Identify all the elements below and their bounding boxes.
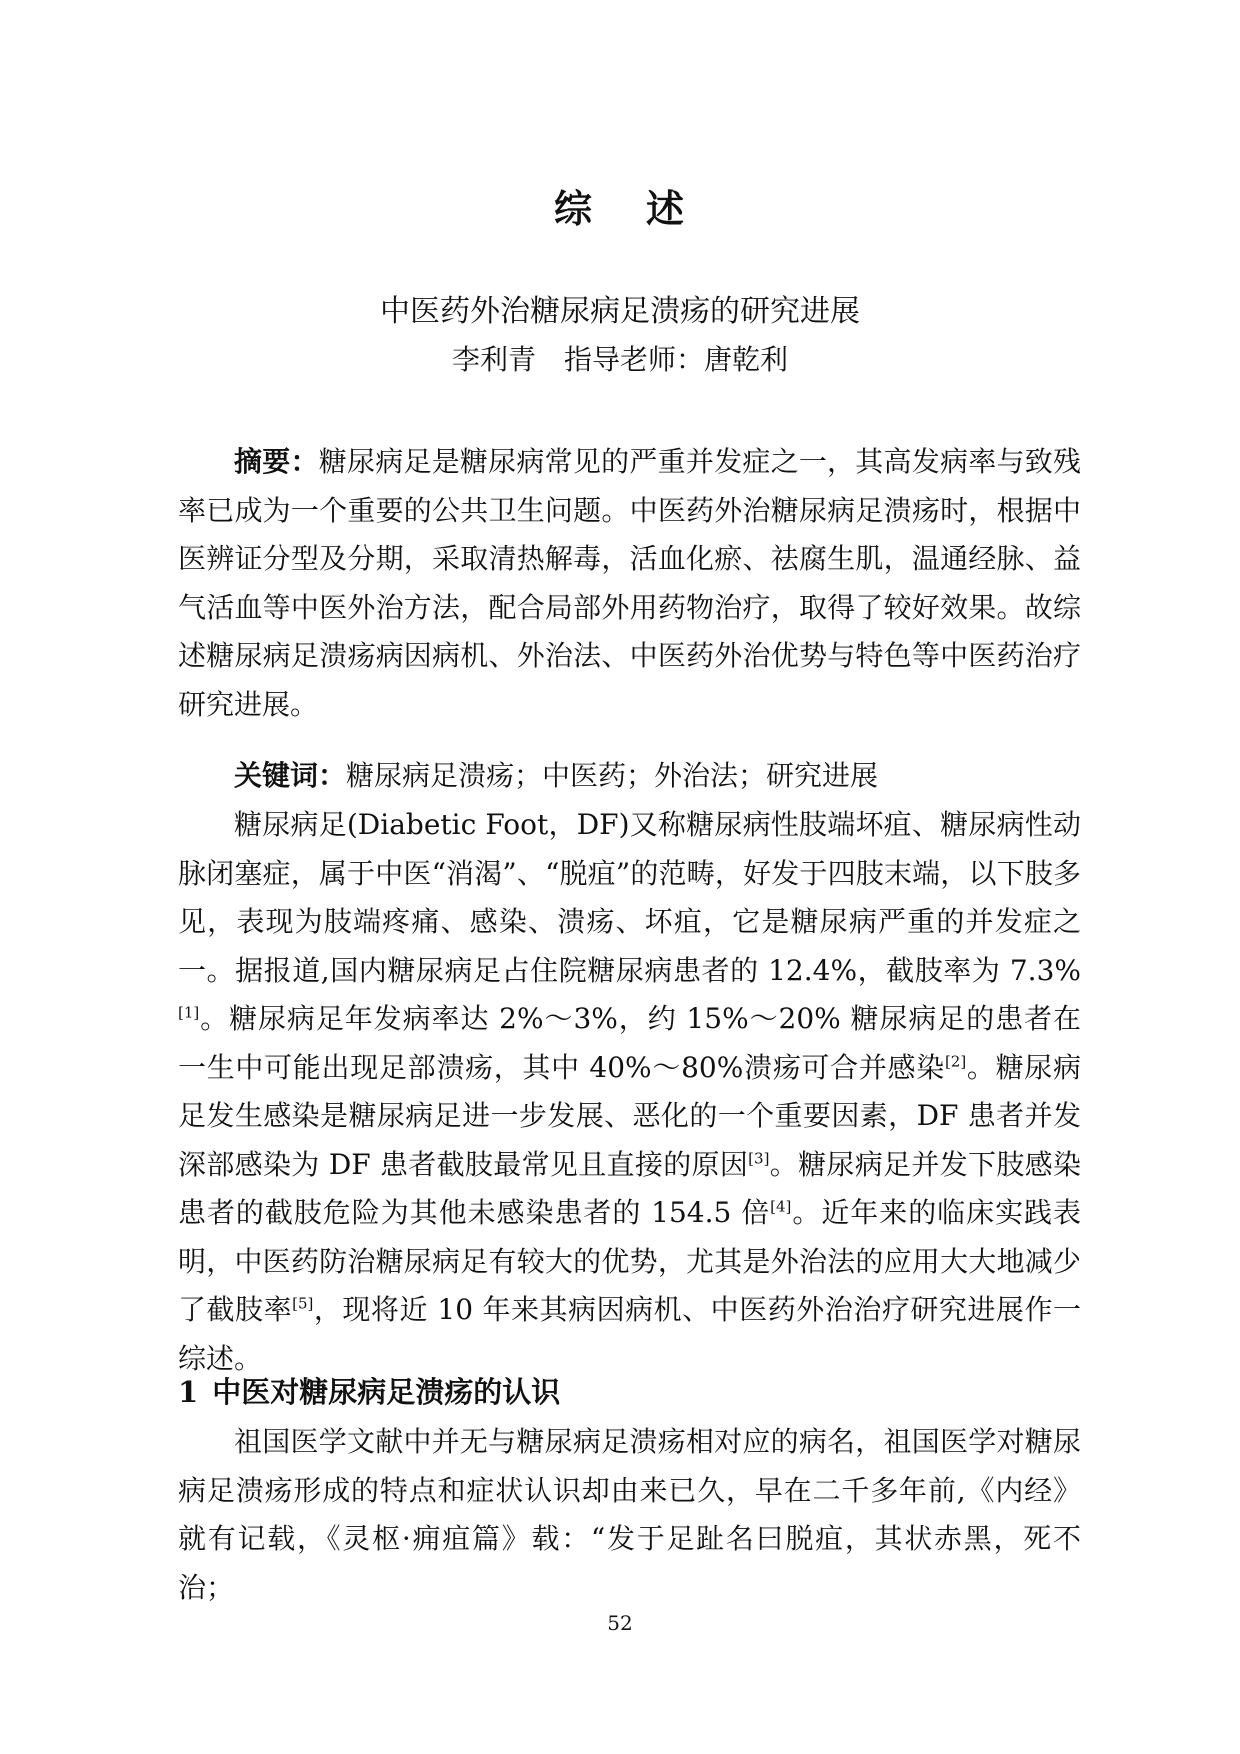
intro-text-3: 。糖尿病足发生感染是糖尿病足进一步发展、恶化的一个重要因素，DF 患者并发深部感染为 DF 患者截肢最常见且直接的原因	[178, 1050, 1081, 1181]
keywords-paragraph	[178, 752, 1081, 801]
citation-ref-4: [4]	[770, 1197, 792, 1216]
intro-text-5: 。近年来的临床实践表明，中医药防治糖尿病足有较大的优势，尤其是外治法的应用大大地减少了截肢率	[178, 1196, 1081, 1326]
keywords-label: 关键词：	[234, 759, 347, 792]
intro-text-4: 。糖尿病足并发下肢感染患者的截肢危险为其他未感染患者的 154.5 倍	[178, 1147, 1081, 1229]
citation-ref-3: [3]	[748, 1149, 770, 1168]
article-title: 中医药外治糖尿病足溃疡的研究进展	[380, 294, 860, 329]
intro-text-6: ，现将近 10 年来其病因病机、中医药外治治疗研究进展作一综述。	[178, 1293, 1081, 1375]
abstract-paragraph	[178, 438, 1081, 729]
page-number: 52	[607, 1611, 633, 1635]
citation-ref-5: [5]	[292, 1294, 314, 1313]
section-heading	[0, 178, 1240, 233]
section-1-heading	[178, 1370, 560, 1411]
keywords-text: 糖尿病足溃疡；中医药；外治法；研究进展	[346, 759, 879, 792]
abstract-label: 摘要：	[234, 445, 319, 478]
advisor-name: 指导老师：唐乾利	[564, 343, 789, 376]
section-1-paragraph: 祖国医学文献中并无与糖尿病足溃疡相对应的病名，祖国医学对糖尿病足溃疡形成的特点和症状认识却由来已久，早在二千多年前,《内经》就有记载，《灵枢·痈疽篇》载：“发于足趾名曰脱疽，其状赤黑，死不治；	[178, 1425, 1081, 1604]
intro-paragraph	[178, 801, 1081, 1383]
section-1-title: 中医对糖尿病足溃疡的认识	[212, 1375, 561, 1409]
section-1-number: 1	[178, 1375, 199, 1409]
intro-text-1: 糖尿病足(Diabetic Foot，DF)又称糖尿病性肢端坏疽、糖尿病性动脉闭塞症，属于中医“消渴”、“脱疽”的范畴，好发于四肢末端，以下肢多见，表现为肢端疼痛、感染、溃疡、坏疽，它是糖尿病严重的并发症之一。据报道,国内糖尿病足占住院糖尿病患者的 12.4%，截肢率为 7.3%	[178, 808, 1081, 987]
section-char-1: 综	[553, 186, 594, 231]
abstract-text: 糖尿病足是糖尿病常见的严重并发症之一，其高发病率与致残率已成为一个重要的公共卫生问题。中医药外治糖尿病足溃疡时，根据中医辨证分型及分期，采取清热解毒，活血化瘀、祛腐生肌，温通经脉、益气活血等中医外治方法，配合局部外用药物治疗，取得了较好效果。故综述糖尿病足溃疡病因病机、外治法、中医药外治优势与特色等中医药治疗研究进展。	[178, 445, 1081, 721]
citation-ref-2: [2]	[944, 1052, 967, 1071]
byline	[0, 338, 1240, 378]
citation-ref-1: [1]	[178, 1003, 200, 1022]
section-char-2: 述	[646, 186, 687, 231]
author-name: 李利青	[451, 343, 536, 376]
intro-text-2: 。糖尿病足年发病率达 2%～3%，约 15%～20% 糖尿病足的患者在一生中可能出现足部溃疡，其中 40%～80%溃疡可合并感染	[178, 1002, 1081, 1084]
